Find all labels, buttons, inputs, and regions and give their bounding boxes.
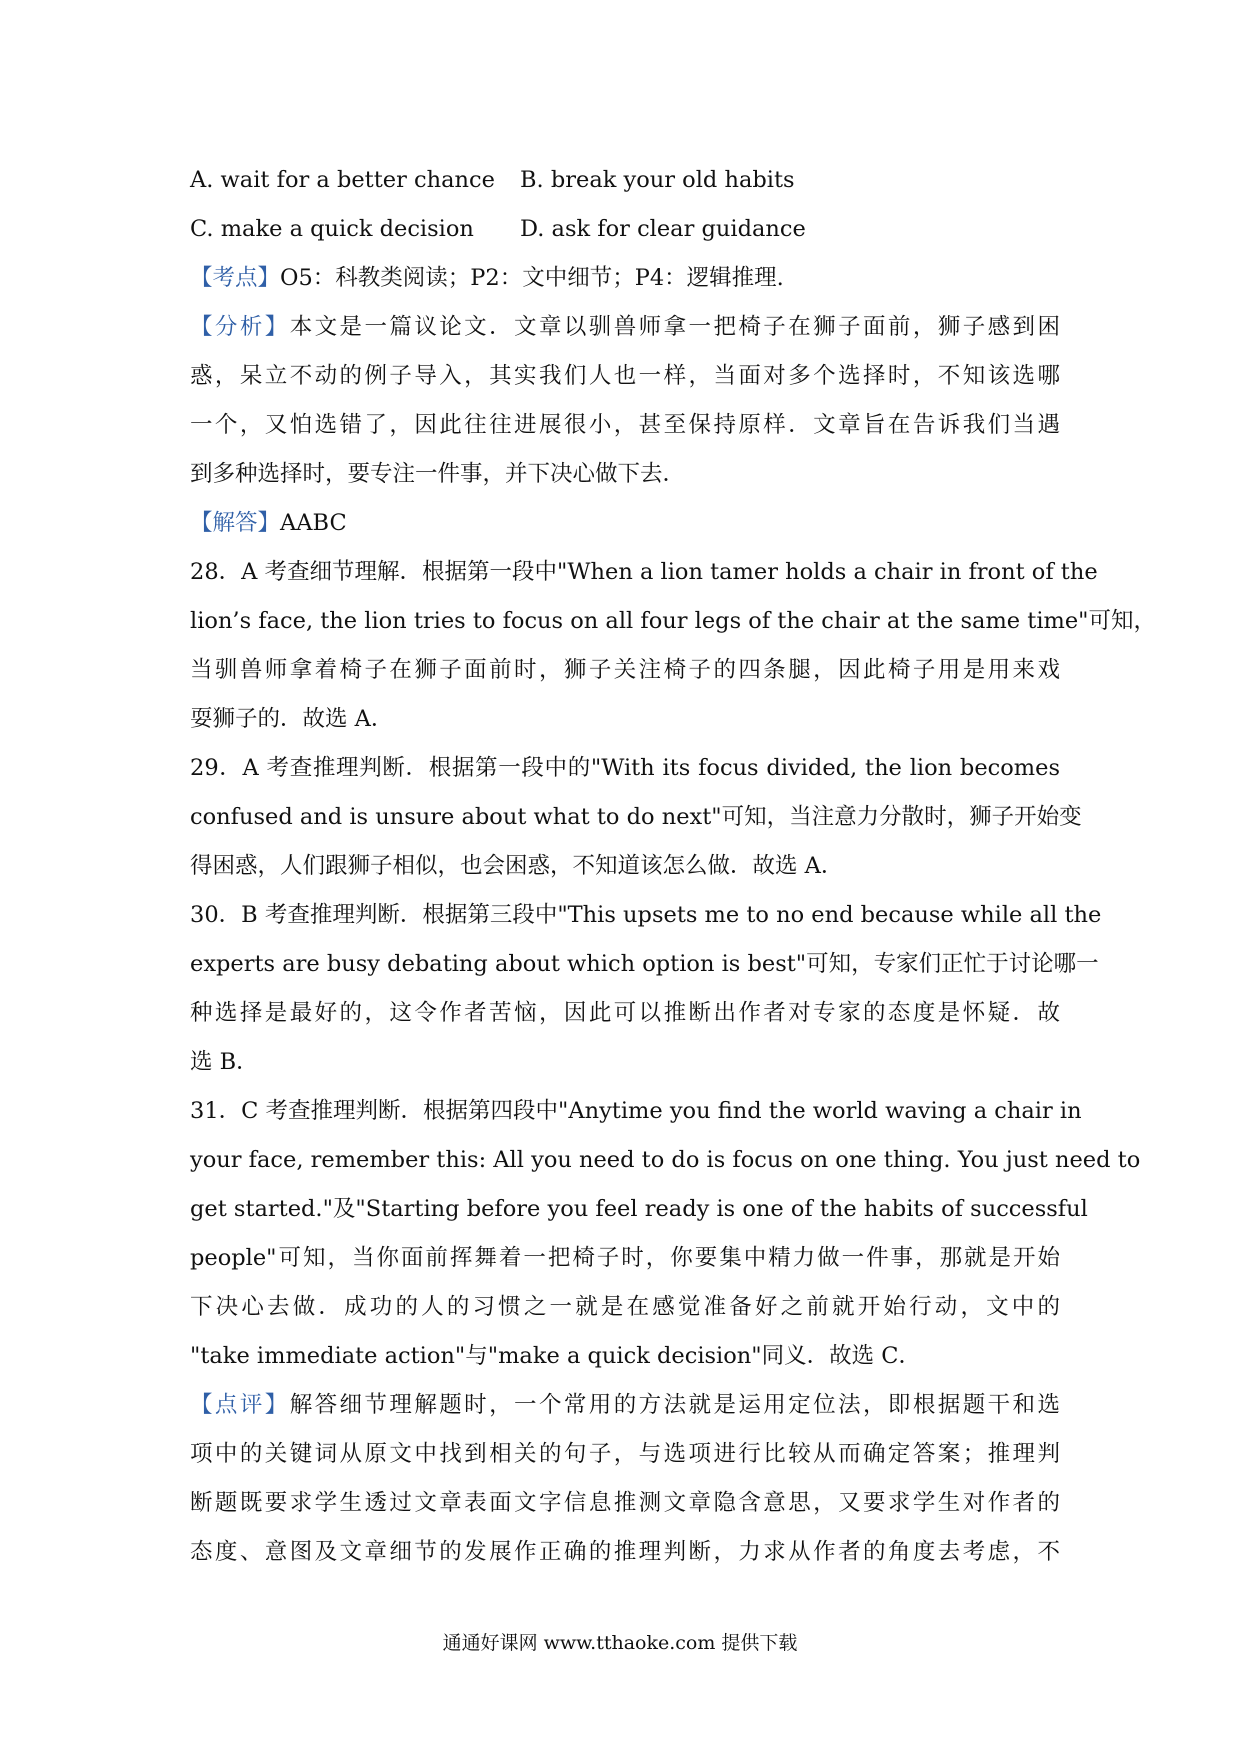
page-footer: 通通好课网 www.tthaoke.com 提供下载 <box>442 1632 798 1654</box>
dianping-line: 项中的关键词从原文中找到相关的句子，与选项进行比较从而确定答案；推理判 <box>190 1441 1060 1467</box>
answer-line: 选 B． <box>190 1049 259 1075</box>
kaodian-text: O5：科教类阅读；P2：文中细节；P4：逻辑推理. <box>280 265 784 291</box>
answer-line: people"可知，当你面前挥舞着一把椅子时，你要集中精力做一件事，那就是开始 <box>190 1245 1060 1271</box>
fenxi-line <box>190 303 1060 352</box>
answer-line: 29．A 考查推理判断．根据第一段中的"With its focus divided, the lion becomes <box>190 755 1060 781</box>
answer-line: experts are busy debating about which option is best"可知，专家们正忙于讨论哪一 <box>190 951 1099 977</box>
answer-line: 31．C 考查推理判断．根据第四段中"Anytime you find the world waving a chair in <box>190 1098 1082 1124</box>
dianping-line: 态度、意图及文章细节的发展作正确的推理判断，力求从作者的角度去考虑，不 <box>190 1539 1060 1565</box>
answer-line: your face, remember this: All you need to do is focus on one thing. You just need to <box>190 1147 1141 1173</box>
answer-30 <box>190 891 1102 1087</box>
answer-line: 下决心去做．成功的人的习惯之一就是在感觉准备好之前就开始行动，文中的 <box>190 1294 1060 1320</box>
jieda-text: AABC <box>280 510 347 536</box>
dianping-section <box>190 1381 1060 1577</box>
option-a: A. wait for a better chance <box>190 167 495 193</box>
dianping-tag: 【点评】 <box>190 1392 290 1418</box>
answer-line: 耍狮子的．故选 A． <box>190 706 394 732</box>
fenxi-tag: 【分析】 <box>190 314 290 340</box>
answer-line: lion’s face, the lion tries to focus on all four legs of the chair at the same time"可知， <box>190 608 1157 634</box>
dianping-text: 解答细节理解题时，一个常用的方法就是运用定位法，即根据题干和选 <box>289 1392 1060 1418</box>
options-row-ab <box>190 156 1060 205</box>
answer-line: 种选择是最好的，这令作者苦恼，因此可以推断出作者对专家的态度是怀疑．故 <box>190 1000 1060 1026</box>
answer-line: 当驯兽师拿着椅子在狮子面前时，狮子关注椅子的四条腿，因此椅子用是用来戏 <box>190 657 1060 683</box>
jieda-section <box>190 499 1060 548</box>
dianping-line <box>190 1381 1060 1430</box>
answer-explanation <box>190 156 1157 1577</box>
fenxi-line: 一个，又怕选错了，因此往往进展很小，甚至保持原样．文章旨在告诉我们当遇 <box>190 412 1060 438</box>
answer-28 <box>190 548 1157 744</box>
fenxi-line: 惑，呆立不动的例子导入，其实我们人也一样，当面对多个选择时，不知该选哪 <box>190 363 1060 389</box>
option-c: C. make a quick decision <box>190 216 474 242</box>
jieda-tag: 【解答】 <box>190 510 281 536</box>
option-d: D. ask for clear guidance <box>520 216 806 242</box>
kaodian-section <box>190 254 1060 303</box>
fenxi-section <box>190 303 1060 499</box>
answer-line: 28．A 考查细节理解．根据第一段中"When a lion tamer holds a chair in front of the <box>190 559 1098 585</box>
option-b: B. break your old habits <box>520 167 795 193</box>
options-row-cd <box>190 205 1060 254</box>
fenxi-text: 本文是一篇议论文．文章以驯兽师拿一把椅子在狮子面前，狮子感到困 <box>289 314 1060 340</box>
dianping-line: 断题既要求学生透过文章表面文字信息推测文章隐含意思，又要求学生对作者的 <box>190 1490 1060 1516</box>
kaodian-tag: 【考点】 <box>190 265 281 291</box>
answer-line: "take immediate action"与"make a quick decision"同义．故选 C． <box>190 1343 922 1369</box>
answer-line: 30．B 考查推理判断．根据第三段中"This upsets me to no end because while all the <box>190 902 1102 928</box>
answer-31 <box>190 1087 1141 1381</box>
answer-line: 得困惑，人们跟狮子相似，也会困惑，不知道该怎么做．故选 A． <box>190 853 844 879</box>
answer-line: get started."及"Starting before you feel ready is one of the habits of successful <box>190 1196 1088 1222</box>
fenxi-line: 到多种选择时，要专注一件事，并下决心做下去． <box>190 461 686 487</box>
answer-line: confused and is unsure about what to do next"可知，当注意力分散时，狮子开始变 <box>190 804 1082 830</box>
answer-29 <box>190 744 1082 891</box>
